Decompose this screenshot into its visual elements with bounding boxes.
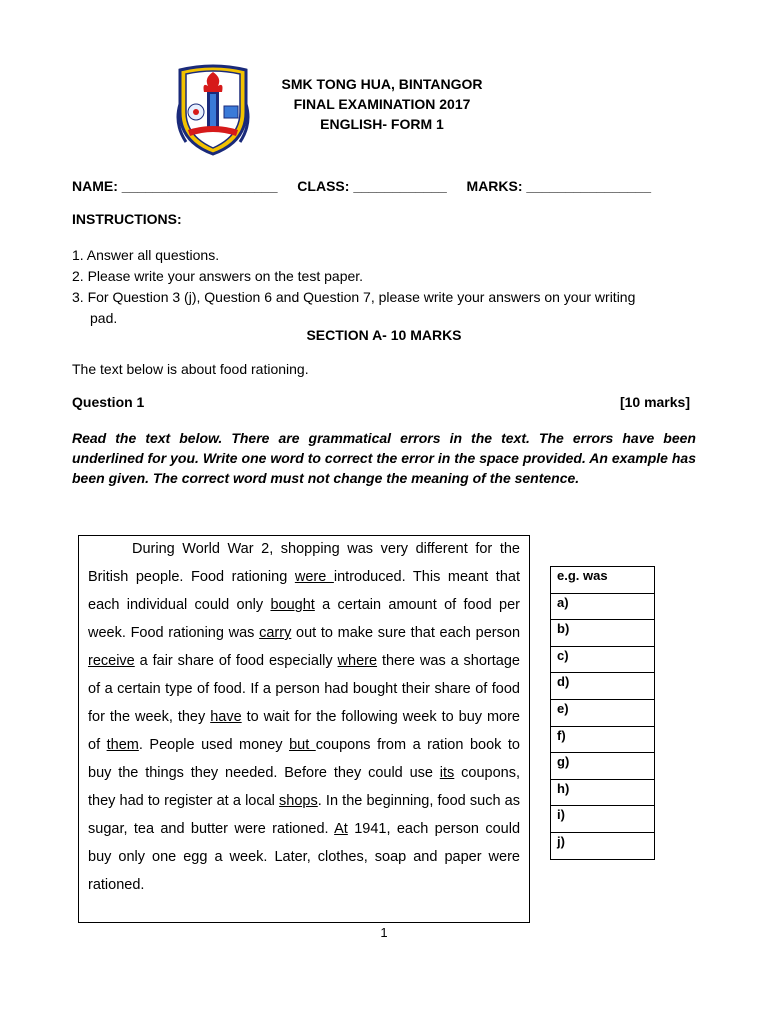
name-blank: ____________________ <box>121 178 278 194</box>
answer-cell[interactable]: f) <box>551 726 655 753</box>
answer-example: e.g. was <box>551 567 655 594</box>
answer-cell[interactable]: g) <box>551 753 655 780</box>
answer-cell[interactable]: i) <box>551 806 655 833</box>
answer-cell[interactable]: e) <box>551 699 655 726</box>
error-underlined: carry <box>259 625 292 641</box>
instruction-item: 3. For Question 3 (j), Question 6 and Question 7, please write your answers on your writing <box>72 289 636 305</box>
answer-cell[interactable]: d) <box>551 673 655 700</box>
error-underlined: receive <box>88 653 135 669</box>
instruction-item: 1. Answer all questions. <box>72 247 220 263</box>
instruction-item: 2. Please write your answers on the test paper. <box>72 268 364 284</box>
instructions-list <box>72 245 702 329</box>
student-fields <box>72 178 651 194</box>
answer-cell[interactable]: j) <box>551 832 655 859</box>
answer-cell[interactable]: b) <box>551 620 655 647</box>
school-name: SMK TONG HUA, BINTANGOR <box>281 76 483 92</box>
error-underlined: were <box>294 569 334 585</box>
name-label: NAME: <box>72 178 118 194</box>
page-number: 1 <box>380 925 388 940</box>
section-intro: The text below is about food rationing. <box>72 361 309 377</box>
error-underlined: where <box>337 653 378 669</box>
exam-title: FINAL EXAMINATION 2017 <box>293 96 471 112</box>
question-label: Question 1 <box>72 394 145 410</box>
error-underlined: bought <box>270 597 315 613</box>
error-underlined: shops <box>279 793 318 809</box>
error-underlined: have <box>210 709 242 725</box>
question-header <box>72 394 690 410</box>
section-title: SECTION A- 10 MARKS <box>306 327 462 343</box>
passage-text: During World War 2, shopping was very different for the British people. Food rationing were introduced. This meant that each individual could only bought a certain amount of food per week. Food rationing was carry out to make sure that each person receive a fair share of food especially where there was a shortage of a certain type of food. If a person had bought their share of food for the week, they have to wait for the following week to buy more of them. People used money but coupons from a ration book to buy the things they needed. Before they could use its coupons, they had to register at a local shops. In the beginning, food such as sugar, tea and butter were rationed. At 1941, each person could buy only one egg a week. Later, clothes, soap and paper were rationed. <box>88 541 521 893</box>
answer-cell[interactable]: h) <box>551 779 655 806</box>
error-underlined: its <box>439 765 455 781</box>
question-marks: [10 marks] <box>619 394 690 410</box>
class-label: CLASS: <box>297 178 350 194</box>
instruction-item-continued: pad. <box>90 310 118 326</box>
error-underlined: At <box>334 821 348 837</box>
subject-title: ENGLISH- FORM 1 <box>320 116 444 132</box>
error-underlined: them <box>106 737 139 753</box>
exam-header <box>262 74 502 134</box>
marks-blank: ________________ <box>526 178 651 194</box>
answer-cell[interactable]: a) <box>551 593 655 620</box>
instructions-heading: INSTRUCTIONS: <box>72 211 182 227</box>
error-underlined: but <box>289 737 316 753</box>
marks-label: MARKS: <box>466 178 523 194</box>
answer-cell[interactable]: c) <box>551 646 655 673</box>
question-directions: Read the text below. There are grammatical errors in the text. The errors have been underlined for you. Write one word to correct the error in the space provided. An example has been given. The correct word must not change the meaning of the sentence. <box>72 430 696 486</box>
answer-table <box>550 566 655 860</box>
class-blank: ____________ <box>353 178 447 194</box>
school-crest-logo <box>174 64 252 156</box>
